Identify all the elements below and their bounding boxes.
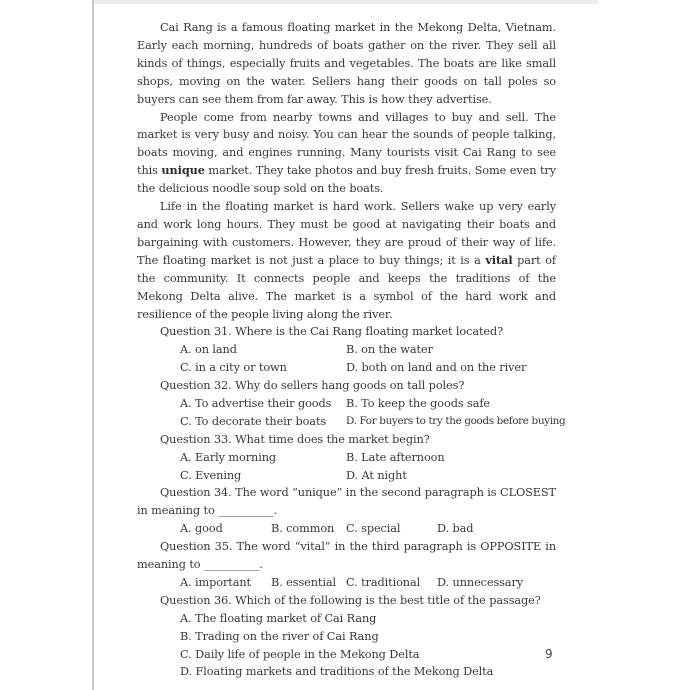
question-32-options-row-2: [137, 413, 566, 431]
option-a[interactable]: A. good: [180, 522, 223, 536]
paragraph-2-text-start: People come from nearby towns and villages to buy and sell. The market is very busy and noisy. You can hear the sounds of people talking, boats moving, and engines running. Many tourists visit Cai Rang to see this: [137, 110, 556, 178]
page-left-border: [92, 0, 94, 690]
option-b[interactable]: B. Late afternoon: [346, 450, 445, 464]
question-34-options: [137, 520, 556, 538]
question-35: Question 35. The word “vital” in the third paragraph is OPPOSITE in meaning to __________.: [137, 540, 556, 572]
question-36-option-b-row: [137, 628, 556, 646]
question-31-options-row-2: [137, 359, 556, 377]
bold-word-vital: vital: [485, 252, 513, 267]
option-c[interactable]: C. To decorate their boats: [180, 414, 327, 428]
option-b[interactable]: B. To keep the goods safe: [346, 397, 491, 410]
option-c[interactable]: C. traditional: [346, 575, 421, 589]
paragraph-2-text-end: market. They take photos and buy fresh fruits. Some even try the delicious noodle soup sold on the boats.: [137, 164, 556, 196]
passage-paragraph-2: [137, 109, 556, 199]
question-33-options-row-1: [137, 449, 556, 467]
question-33: Question 33. What time does the market begin?: [160, 432, 430, 446]
option-a[interactable]: A. Early morning: [180, 450, 277, 464]
option-b[interactable]: B. common: [271, 522, 335, 536]
page-number: 9: [545, 647, 553, 661]
question-35-options: [137, 574, 556, 592]
option-a[interactable]: A. on land: [180, 343, 237, 357]
option-d[interactable]: D. At night: [346, 468, 407, 482]
paragraph-3-text-start: Life in the floating market is hard work. Sellers wake up very early and work long hours. They must be good at navigating their boats and bargaining with customers. However, they are proud of their way of life. The floating market is not just a place to buy things; it is a: [137, 200, 556, 267]
option-d[interactable]: D. For buyers to try the goods before buying: [346, 414, 566, 427]
question-32: Question 32. Why do sellers hang goods on tall poles?: [160, 379, 465, 393]
bold-word-unique: unique: [161, 163, 205, 178]
option-d[interactable]: D. bad: [437, 522, 474, 536]
question-31: Question 31. Where is the Cai Rang floating market located?: [160, 325, 504, 339]
question-36-option-d-row: [137, 663, 556, 681]
option-c[interactable]: C. in a city or town: [180, 361, 287, 375]
question-32-options-row-1: [137, 395, 556, 413]
question-36-option-c-row: [137, 646, 556, 664]
passage-paragraph-3: [137, 198, 556, 323]
page-top-edge: [94, 0, 598, 4]
option-b[interactable]: B. on the water: [346, 343, 433, 357]
option-c[interactable]: C. Evening: [180, 468, 242, 482]
option-d[interactable]: D. both on land and on the river: [346, 361, 527, 375]
question-36-option-a-row: [137, 610, 556, 628]
option-c[interactable]: C. Daily life of people in the Mekong Delta: [180, 647, 420, 661]
document-content: [137, 19, 566, 681]
option-c[interactable]: C. special: [346, 522, 401, 536]
option-d[interactable]: D. Floating markets and traditions of the Mekong Delta: [180, 665, 494, 679]
paragraph-3-text-end: part of the community. It connects people and keeps the traditions of the Mekong Delta alive. The market is a symbol of the hard work and resilience of the people living along the river.: [137, 253, 556, 321]
question-36: Question 36. Which of the following is the best title of the passage?: [160, 593, 541, 607]
question-34: Question 34. The word “unique” in the second paragraph is CLOSEST in meaning to __________.: [137, 486, 556, 518]
option-a[interactable]: A. important: [180, 575, 251, 589]
question-33-options-row-2: [137, 467, 556, 485]
question-31-options-row-1: [137, 341, 556, 359]
option-b[interactable]: B. essential: [271, 575, 337, 589]
option-a[interactable]: A. To advertise their goods: [180, 397, 332, 410]
passage-paragraph-1: Cai Rang is a famous floating market in the Mekong Delta, Vietnam. Early each morning, hundreds of boats gather on the river. They sell all kinds of things, especially fruits and vegetables. The boats are like small shops, moving on the water. Sellers hang their goods on tall poles so buyers can see them from far away. This is how they advertise.: [137, 21, 556, 106]
option-d[interactable]: D. unnecessary: [437, 575, 524, 589]
option-b[interactable]: B. Trading on the river of Cai Rang: [180, 629, 379, 643]
option-a[interactable]: A. The floating market of Cai Rang: [180, 611, 377, 625]
